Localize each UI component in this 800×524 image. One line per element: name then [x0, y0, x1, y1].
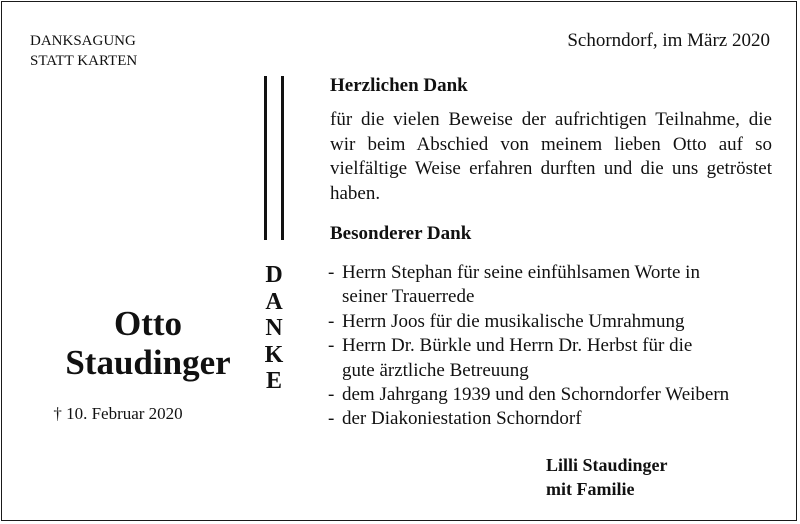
list-item-continuation — [328, 359, 778, 383]
list-item — [328, 383, 778, 407]
list-dash: - — [328, 335, 335, 357]
last-name: Staudinger — [65, 343, 231, 382]
danke-letter: A — [265, 288, 283, 315]
heading-besonderer-dank: Besonderer Dank — [330, 223, 472, 244]
vertical-rule-left — [264, 76, 267, 240]
signature-family: mit Familie — [546, 479, 635, 499]
list-item — [328, 261, 778, 285]
list-item-text: der Diakoniestation Schorndorf — [342, 408, 582, 430]
list-dash: - — [328, 262, 335, 283]
heading-herzlichen-dank: Herzlichen Dank — [330, 75, 468, 96]
signature-name: Lilli Staudinger — [546, 455, 668, 475]
list-item-text: Herrn Stephan für seine einfühlsamen Worte in — [342, 262, 700, 283]
list-dash: - — [328, 384, 335, 406]
list-item-continuation — [328, 285, 778, 309]
vertical-rule-right — [281, 76, 284, 240]
notice-type-label — [30, 31, 137, 71]
place-date: Schorndorf, im März 2020 — [567, 30, 770, 51]
thanks-paragraph: für die vielen Beweise der aufrichtigen Teilnahme, die wir beim Abschied von meinem lieben Otto auf so vielfältige Weise erfahren durften und die uns getröstet haben. — [330, 109, 772, 204]
danke-letter: N — [265, 315, 283, 341]
list-item — [328, 310, 778, 334]
list-item-text: Herrn Joos für die musikalische Umrahmung — [342, 310, 685, 332]
list-item-text: Herrn Dr. Bürkle und Herrn Dr. Herbst für die — [342, 335, 693, 357]
special-thanks-list — [328, 261, 778, 432]
list-item-text: dem Jahrgang 1939 und den Schorndorfer Weibern — [342, 384, 730, 406]
first-name: Otto — [113, 304, 183, 343]
label-line-statt-karten: STATT KARTEN — [30, 53, 138, 69]
list-item-text: gute ärztliche Betreuung — [342, 359, 529, 381]
list-item — [328, 334, 778, 358]
death-date: † 10. Februar 2020 — [53, 404, 183, 423]
danke-letter: D — [265, 262, 283, 288]
list-item — [328, 407, 778, 431]
signature — [546, 453, 668, 501]
deceased-name — [14, 304, 282, 382]
list-dash: - — [328, 408, 335, 430]
list-dash: - — [328, 310, 335, 332]
label-line-danksagung: DANKSAGUNG — [30, 33, 136, 49]
danke-letter: E — [265, 368, 282, 394]
list-item-text: seiner Trauerrede — [342, 286, 475, 308]
danke-letter: K — [264, 341, 284, 368]
